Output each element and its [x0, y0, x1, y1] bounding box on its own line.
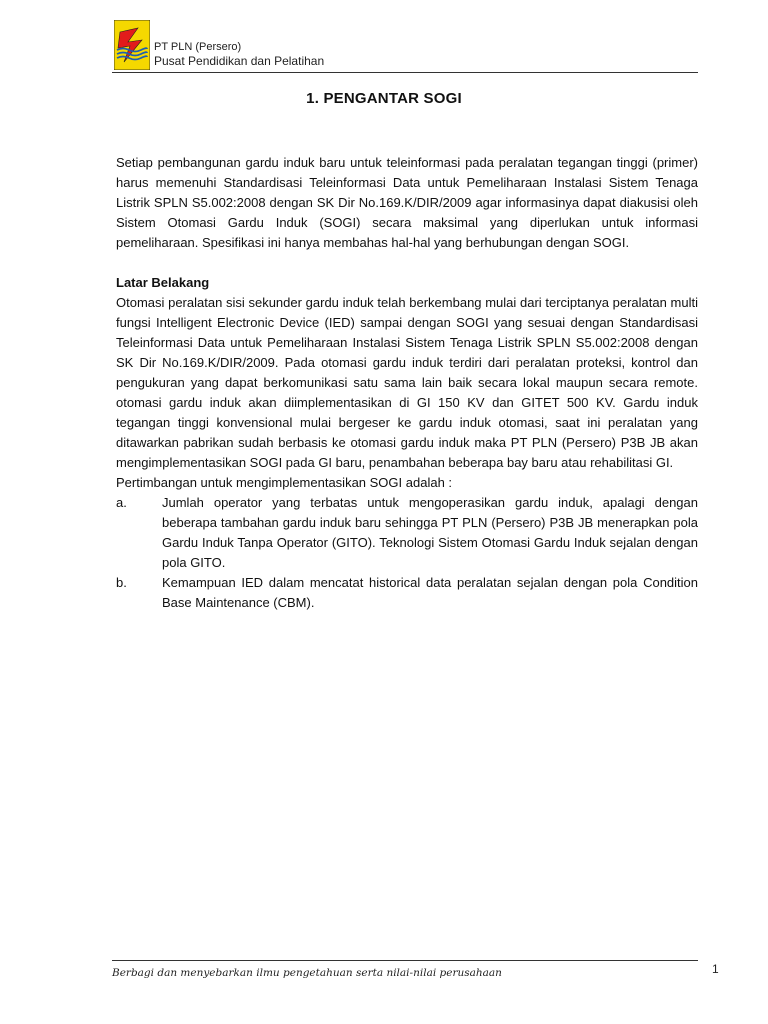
list-item: [116, 573, 698, 613]
company-name: PT PLN (Persero): [154, 41, 242, 53]
list-item-text: Kemampuan IED dalam mencatat historical data peralatan sejalan dengan pola Condition Base Maintenance (CBM).: [162, 575, 698, 610]
list-marker: a.: [116, 495, 127, 510]
consideration-line: Pertimbangan untuk mengimplementasikan SOGI adalah :: [116, 475, 453, 490]
page-number: 1: [712, 962, 719, 976]
list-marker: b.: [116, 575, 127, 590]
page-header: [112, 20, 698, 73]
header-text: [154, 40, 324, 68]
intro-paragraph: Setiap pembangunan gardu induk baru untuk teleinformasi pada peralatan tegangan tinggi (primer) harus memenuhi Standardisasi Teleinformasi Data untuk Pemeliharaan Instalasi Sistem Tenaga Listrik SPLN S5.002:2008 dengan SK Dir No.169.K/DIR/2009 agar informasinya dapat diakusisi oleh Sistem Otomasi Gardu Induk (SOGI) secara maksimal yang diperlukan untuk informasi pemeliharaan. Spesifikasi ini hanya membahas hal-hal yang berhubungan dengan SOGI.: [116, 155, 698, 250]
pln-logo: [114, 20, 150, 70]
page-title: 1. PENGANTAR SOGI: [306, 90, 462, 107]
page-footer: [112, 960, 698, 985]
document-body: [116, 153, 698, 613]
list-item-text: Jumlah operator yang terbatas untuk mengoperasikan gardu induk, apalagi dengan beberapa tambahan gardu induk baru sehingga PT PLN (Persero) P3B JB menerapkan pola Gardu Induk Tanpa Operator (GITO). Teknologi Sistem Otomasi Gardu Induk sejalan dengan pola GITO.: [162, 495, 698, 570]
section-heading: Latar Belakang: [116, 275, 210, 290]
background-paragraph: Otomasi peralatan sisi sekunder gardu induk telah berkembang mulai dari terciptanya peralatan multi fungsi Intelligent Electronic Device (IED) sampai dengan SOGI yang sesuai dengan Standardisasi Teleinformasi Data untuk Pemeliharaan Instalasi Sistem Tenaga Listrik SPLN S5.002:2008 dengan SK Dir No.169.K/DIR/2009. Pada otomasi gardu induk terdiri dari peralatan proteksi, kontrol dan pengukuran yang dapat berkomunikasi satu sama lain baik secara lokal maupun secara remote. otomasi gardu induk akan diimplementasikan di GI 150 KV dan GITET 500 KV. Gardu induk tegangan tinggi konvensional mulai bergeser ke gardu induk otomasi, saat ini peralatan yang ditawarkan pabrikan sudah berbasis ke otomasi gardu induk maka PT PLN (Persero) P3B JB akan mengimplementasikan SOGI pada GI baru, penambahan beberapa bay baru atau rehabilitasi GI.: [116, 295, 698, 470]
footer-motto: Berbagi dan menyebarkan ilmu pengetahuan serta nilai-nilai perusahaan: [112, 967, 502, 979]
unit-name: Pusat Pendidikan dan Pelatihan: [154, 54, 325, 68]
list-item: [116, 493, 698, 573]
consideration-list: [116, 493, 698, 613]
